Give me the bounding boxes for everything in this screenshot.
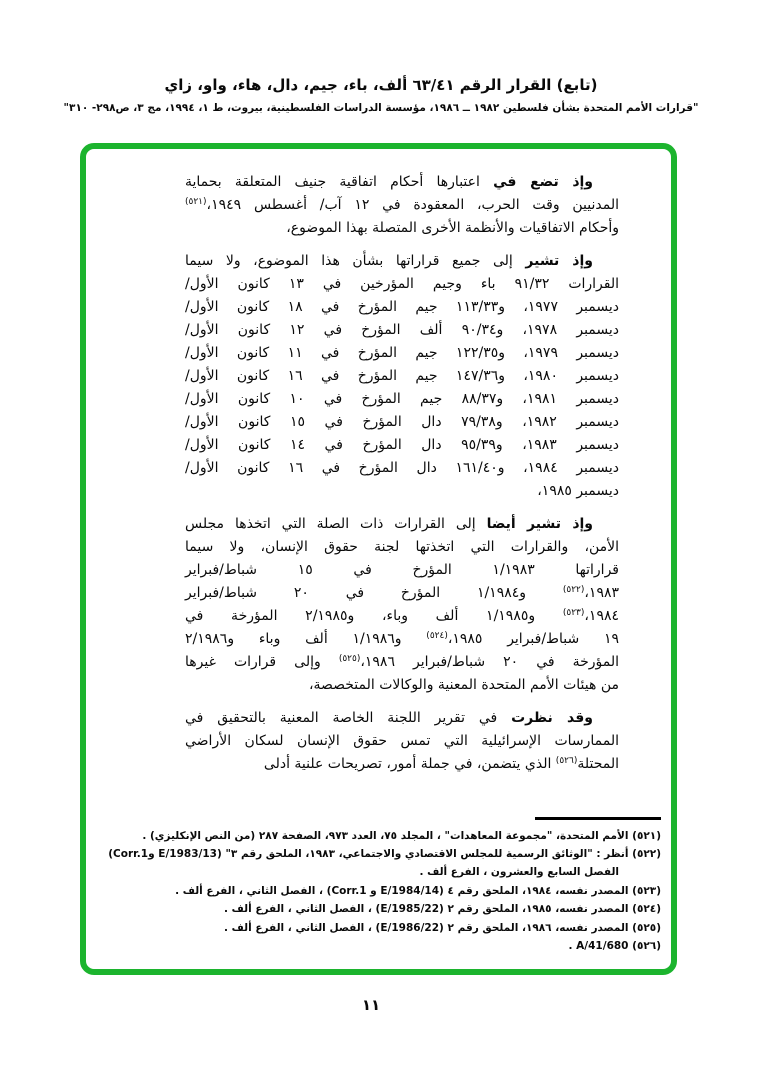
footnote-number: (٥٢٤) (632, 903, 661, 916)
footnote-number: (٥٢٢) (632, 847, 661, 860)
body-line: الأمن، والقرارات التي اتخذتها لجنة حقوق الإنسان، ولا سيما (185, 539, 619, 555)
body-line-text: وإلى قرارات غيرها (185, 654, 321, 670)
paragraph-preamble-2 (185, 250, 619, 503)
body-line: ديسمبر ١٩٨٠، و١٤٧/٣٦ جيم المؤرخ في ١٦ كانون الأول/ (185, 368, 619, 384)
body-line (185, 217, 619, 240)
resolution-title: (تابع) القرار الرقم ٦٣/٤١ ألف، باء، جيم، دال، هاء، واو، زاي (164, 76, 598, 94)
footnote-text: أنظر : "الوثائق الرسمية للمجلس الاقتصادي والاجتماعي، ١٩٨٣، الملحق رقم ٣" (E/1983/13 وCorr.1) (108, 847, 629, 860)
footnote-number: (٥٢١) (632, 829, 661, 842)
body-line (185, 707, 619, 730)
body-line: القرارات ٩١/٣٢ باء وجيم المؤرخين في ١٣ كانون الأول/ (185, 276, 620, 292)
footnotes-section (102, 817, 661, 955)
body-line: الممارسات الإسرائيلية التي تمس حقوق الإنسان لسكان الأراضي (185, 733, 619, 749)
body-line-text: ١٩ شباط/فبراير ١٩٨٥، (447, 631, 620, 647)
body-line (185, 628, 619, 651)
body-line-text: ١٩٨٣، (584, 585, 619, 601)
body-line-text: في تقرير اللجنة الخاصة المعنية بالتحقيق في (185, 710, 498, 726)
paragraph-preamble-1 (185, 171, 619, 240)
footnote-text: الأمم المتحدة، "مجموعة المعاهدات" ، المجلد ٧٥، العدد ٩٧٣، الصفحة ٢٨٧ (من النص الإنكليزي) . (142, 829, 629, 842)
footnote-522 (102, 845, 661, 863)
body-line: ديسمبر ١٩٨٣، و٩٥/٣٩ دال المؤرخ في ١٤ كانون الأول/ (185, 437, 619, 453)
body-line: قراراتها ١/١٩٨٣ المؤرخ في ١٥ شباط/فبراير (185, 562, 619, 578)
footnote-ref-524: (٥٢٤) (426, 631, 448, 641)
paragraph-lead: وإذ تشير أيضا (486, 516, 594, 532)
body-line-text: و١/١٩٨٥ ألف وباء، و٢/١٩٨٥ المؤرخة في (185, 608, 536, 624)
body-line (185, 250, 619, 273)
footnote-521 (102, 827, 661, 845)
body-line: ديسمبر ١٩٧٨، و٩٠/٣٤ ألف المؤرخ في ١٢ كانون الأول/ (185, 322, 620, 338)
body-line: ديسمبر ١٩٨٥، (537, 483, 619, 499)
footnote-ref-526: (٥٢٦) (555, 756, 578, 766)
body-line-text: إلى جميع قراراتها بشأن هذا الموضوع، ولا سيما (185, 253, 513, 269)
body-line-text: إلى القرارات ذات الصلة التي اتخذها مجلس (185, 516, 476, 532)
paragraph-lead: وإذ تضع في (493, 174, 594, 190)
document-header (0, 76, 762, 114)
body-line (185, 171, 619, 194)
footnote-text: المصدر نفسه، ١٩٨٦، الملحق رقم ٢ (E/1986/22) ، الفصل الثاني ، الفرع ألف . (224, 921, 629, 934)
body-line-text: المؤرخة في ٢٠ شباط/فبراير ١٩٨٦، (360, 654, 620, 670)
body-line-text: ١٩٨٤، (584, 608, 619, 624)
body-line: ديسمبر ١٩٨١، و٨٨/٣٧ جيم المؤرخ في ١٠ كانون الأول/ (185, 391, 619, 407)
body-line-text: الذي يتضمن، في جملة أمور، تصريحات علنية أدلى (263, 756, 552, 772)
footnote-ref-521: (٥٢١) (185, 197, 207, 207)
body-line: ديسمبر ١٩٧٧، و١١٣/٣٣ جيم المؤرخ في ١٨ كانون الأول/ (185, 299, 619, 315)
footnote-526 (102, 937, 661, 955)
footnote-number: (٥٢٦) (632, 939, 661, 952)
footnote-522-continued: الفصل السابع والعشرون ، الفرع ألف . (419, 866, 619, 879)
footnote-ref-522: (٥٢٢) (562, 585, 585, 595)
paragraph-preamble-3 (185, 513, 619, 697)
body-line (185, 513, 619, 536)
footnote-ref-525: (٥٢٥) (338, 654, 361, 664)
footnote-number: (٥٢٣) (632, 884, 661, 897)
body-line (185, 651, 619, 674)
page-number: ١١ (361, 996, 381, 1014)
paragraph-lead: وقد نظرت (511, 710, 593, 726)
footnote-524 (102, 900, 661, 918)
footnote-separator (535, 817, 661, 820)
footnote-525 (102, 919, 661, 937)
content-frame (80, 143, 677, 975)
footnote-523 (102, 882, 661, 900)
body-line: من هيئات الأمم المتحدة المعنية والوكالات المتخصصة، (308, 677, 619, 693)
body-line (185, 194, 619, 217)
paragraph-lead: وإذ تشير (525, 253, 593, 269)
body-line-text: و١/١٩٨٦ ألف وباء و٢/١٩٨٦ (185, 631, 402, 647)
body-line (185, 753, 619, 776)
footnote-text: المصدر نفسه، ١٩٨٤، الملحق رقم ٤ (E/1984/14 و Corr.1) ، الفصل الثاني ، الفرع ألف . (175, 884, 629, 897)
source-citation: "قرارات الأمم المتحدة بشأن فلسطين ١٩٨٢ ــ ١٩٨٦، مؤسسة الدراسات الفلسطينية، بيروت، ط ١، ١٩٩٤، مج ٣، ص٢٩٨- ٣١٠" (63, 102, 699, 114)
body-line-text: و١/١٩٨٤ المؤرخ في ٢٠ شباط/فبراير (185, 585, 527, 601)
footnote-text: المصدر نفسه، ١٩٨٥، الملحق رقم ٢ (E/1985/22) ، الفصل الثاني ، الفرع ألف . (224, 903, 629, 916)
body-line: ديسمبر ١٩٧٩، و١٢٢/٣٥ جيم المؤرخ في ١١ كانون الأول/ (185, 345, 619, 361)
footnote-ref-523: (٥٢٣) (562, 608, 585, 618)
footnote-text: A/41/680 . (568, 939, 629, 952)
body-line-text: وأحكام الاتفاقيات والأنظمة الأخرى المتصلة بهذا الموضوع، (286, 220, 619, 236)
paragraph-preamble-4 (185, 707, 619, 776)
body-line (185, 605, 619, 628)
body-line (185, 582, 619, 605)
body-line: ديسمبر ١٩٨٢، و٧٩/٣٨ دال المؤرخ في ١٥ كانون الأول/ (185, 414, 619, 430)
body-line: ديسمبر ١٩٨٤، و١٦١/٤٠ دال المؤرخ في ١٦ كانون الأول/ (185, 460, 619, 476)
body-line-text: اعتبارها أحكام اتفاقية جنيف المتعلقة بحماية (185, 174, 480, 190)
body-line-text: المدنيين وقت الحرب، المعقودة في ١٢ آب/ أغسطس ١٩٤٩، (206, 197, 619, 213)
resolution-body (185, 171, 619, 776)
body-line-text: المحتلة (577, 756, 619, 772)
footnote-number: (٥٢٥) (632, 921, 661, 934)
